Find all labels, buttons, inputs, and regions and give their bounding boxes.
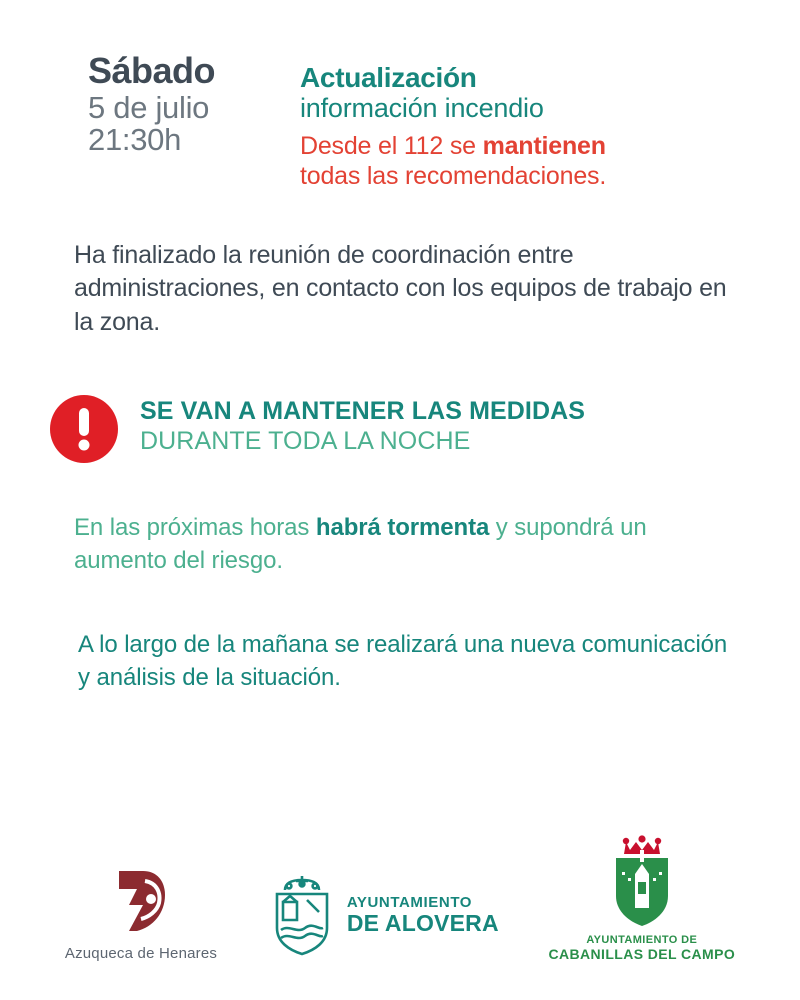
headline-subtitle: información incendio [300, 93, 544, 124]
alovera-shield-icon [267, 872, 337, 958]
date-block [88, 52, 300, 157]
headline-title: Actualización [300, 62, 477, 93]
cabanillas-caption-line-1: AYUNTAMIENTO DE [586, 934, 698, 946]
date-time: 21:30h [88, 122, 182, 158]
headline-alert-prefix: Desde el 112 se [300, 132, 483, 161]
storm-suffix: y supondrá un aumento del riesgo. [74, 513, 647, 575]
headline-alert [300, 131, 760, 191]
logo-strip [0, 834, 800, 962]
storm-paragraph [0, 511, 800, 577]
alert-line-2: DURANTE TODA LA NOCHE [140, 427, 471, 456]
exclamation-circle-icon [48, 393, 120, 465]
logo-ayuntamiento-de-alovera [267, 872, 499, 958]
logo-azuqueca-de-henares [65, 865, 217, 962]
azuqueca-caption: Azuqueca de Henares [64, 945, 218, 962]
alert-texts [140, 391, 585, 457]
azuqueca-logo-icon [99, 865, 183, 937]
cabanillas-shield-icon [604, 834, 680, 930]
alovera-caption-line-2: DE ALOVERA [346, 909, 499, 936]
alovera-caption [347, 895, 499, 935]
headline-block [300, 52, 760, 191]
alovera-caption-line-1: AYUNTAMIENTO [346, 894, 473, 912]
cabanillas-caption-line-2: CABANILLAS DEL CAMPO [548, 946, 736, 962]
date-weekday: Sábado [88, 50, 216, 91]
morning-paragraph: A lo largo de la mañana se realizará una nueva comunicación y análisis de la situación. [78, 631, 728, 691]
alert-line-1: SE VAN A MANTENER LAS MEDIDAS [140, 396, 586, 425]
storm-prefix: En las próximas horas [74, 513, 316, 541]
header [0, 0, 800, 191]
intro-paragraph: Ha finalizado la reunión de coordinación entre administraciones, en contacto con los equipos de trabajo en la zona. [74, 241, 727, 336]
storm-strong: habrá tormenta [315, 513, 490, 541]
alert-row [0, 391, 800, 465]
headline-alert-suffix: todas las recomendaciones. [300, 162, 607, 191]
cabanillas-caption [548, 934, 735, 962]
logo-ayuntamiento-de-cabanillas-del-campo [548, 834, 735, 962]
headline-alert-strong: mantienen [482, 132, 606, 161]
date-day: 5 de julio [88, 89, 210, 125]
